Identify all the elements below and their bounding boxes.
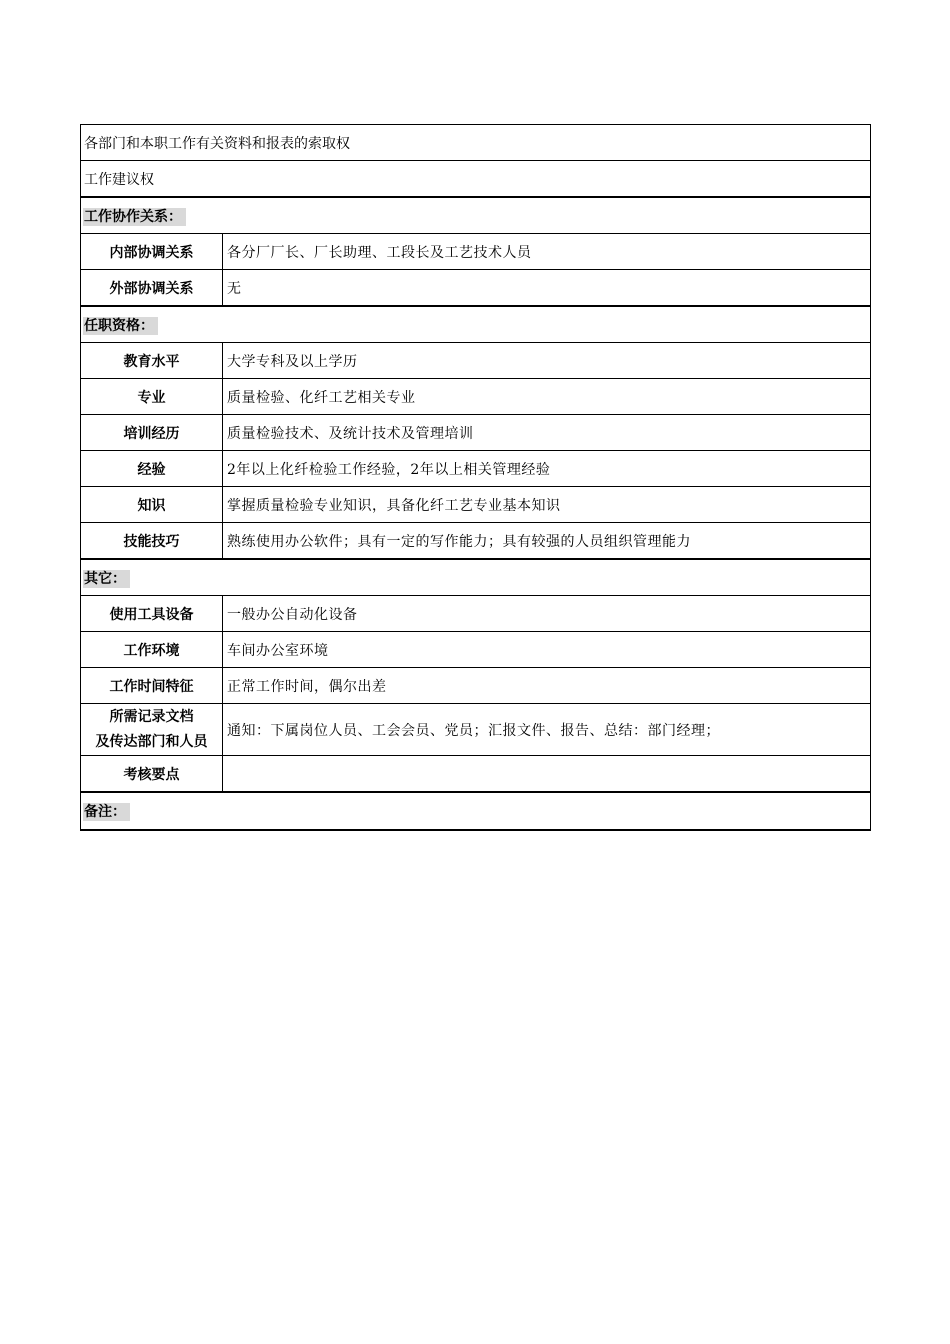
section-title: 任职资格： xyxy=(83,317,158,335)
table-row xyxy=(81,234,871,270)
row-value: 车间办公室环境 xyxy=(223,632,871,668)
section-header-qualifications xyxy=(81,306,871,343)
table-row xyxy=(81,343,871,379)
row-label: 使用工具设备 xyxy=(81,596,223,632)
section-header-other xyxy=(81,559,871,596)
table-row xyxy=(81,451,871,487)
section-header-coordination xyxy=(81,197,871,234)
section-title: 其它： xyxy=(83,570,130,588)
row-label: 教育水平 xyxy=(81,343,223,379)
table-row xyxy=(81,270,871,307)
table-row xyxy=(81,379,871,415)
row-label: 工作环境 xyxy=(81,632,223,668)
row-label: 内部协调关系 xyxy=(81,234,223,270)
row-value: 无 xyxy=(223,270,871,307)
row-value: 大学专科及以上学历 xyxy=(223,343,871,379)
row-label: 知识 xyxy=(81,487,223,523)
right-text: 工作建议权 xyxy=(81,161,871,198)
row-value: 通知：下属岗位人员、工会会员、党员；汇报文件、报告、总结：部门经理； xyxy=(223,704,871,756)
row-value: 一般办公自动化设备 xyxy=(223,596,871,632)
table-row xyxy=(81,632,871,668)
row-label: 工作时间特征 xyxy=(81,668,223,704)
table-row xyxy=(81,596,871,632)
row-value: 2年以上化纤检验工作经验，2年以上相关管理经验 xyxy=(223,451,871,487)
row-label-line: 所需记录文档 xyxy=(109,708,194,725)
row-label: 考核要点 xyxy=(81,756,223,793)
row-label: 专业 xyxy=(81,379,223,415)
row-label-line: 及传达部门和人员 xyxy=(95,733,208,750)
row-label: 经验 xyxy=(81,451,223,487)
row-value: 正常工作时间，偶尔出差 xyxy=(223,668,871,704)
table-row xyxy=(81,523,871,560)
row-value: 质量检验技术、及统计技术及管理培训 xyxy=(223,415,871,451)
table-row xyxy=(81,756,871,793)
right-text: 各部门和本职工作有关资料和报表的索取权 xyxy=(81,125,871,161)
row-value: 掌握质量检验专业知识，具备化纤工艺专业基本知识 xyxy=(223,487,871,523)
table-row xyxy=(81,487,871,523)
row-label: 培训经历 xyxy=(81,415,223,451)
table-row xyxy=(81,704,871,756)
section-header-remarks xyxy=(81,792,871,830)
job-description-table xyxy=(80,124,871,831)
row-value xyxy=(223,756,871,793)
section-title: 备注： xyxy=(83,803,130,821)
table-row xyxy=(81,415,871,451)
rights-row xyxy=(81,125,871,161)
row-label: 技能技巧 xyxy=(81,523,223,560)
row-label xyxy=(81,704,223,756)
section-title: 工作协作关系： xyxy=(83,208,186,226)
row-value: 各分厂厂长、厂长助理、工段长及工艺技术人员 xyxy=(223,234,871,270)
row-label: 外部协调关系 xyxy=(81,270,223,307)
rights-row xyxy=(81,161,871,198)
row-value: 熟练使用办公软件；具有一定的写作能力；具有较强的人员组织管理能力 xyxy=(223,523,871,560)
table-row xyxy=(81,668,871,704)
row-value: 质量检验、化纤工艺相关专业 xyxy=(223,379,871,415)
